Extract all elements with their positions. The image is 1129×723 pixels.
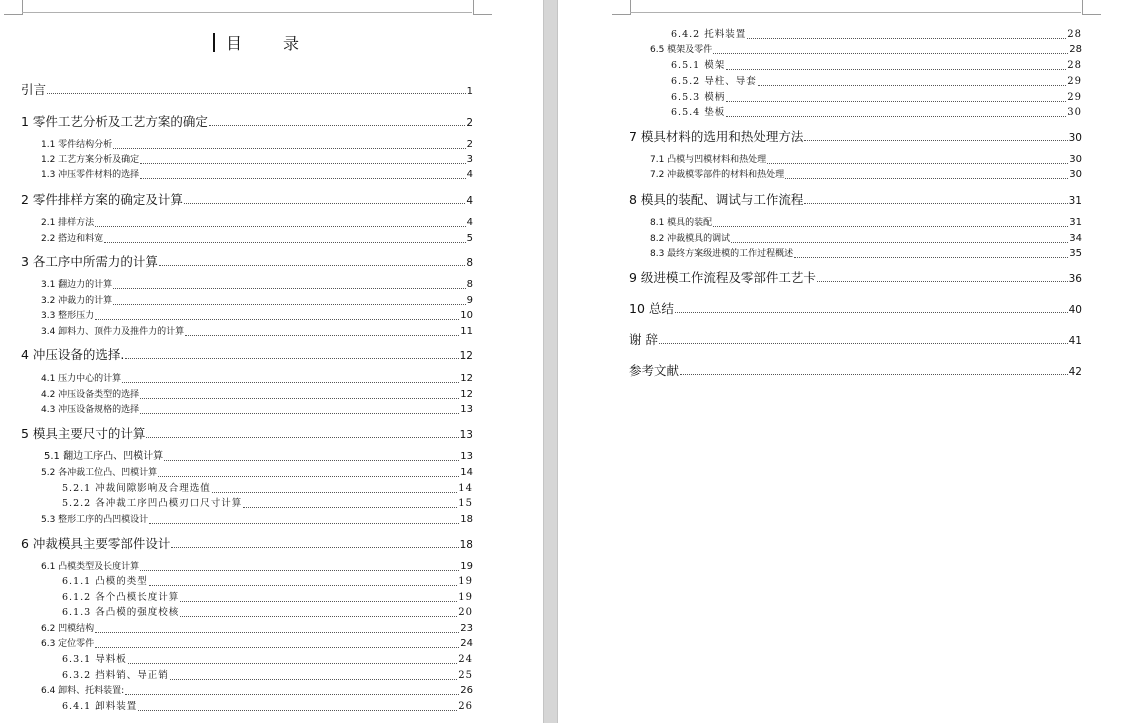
dot-leader — [140, 164, 465, 179]
toc-entry[interactable] — [629, 332, 1082, 347]
toc-entry-page: 25 — [458, 670, 473, 681]
toc-entry-page: 10 — [460, 310, 473, 321]
header-margin-line — [22, 12, 472, 13]
dot-leader — [794, 243, 1068, 258]
dot-leader — [659, 329, 1068, 344]
toc-entry-page: 4 — [466, 169, 473, 180]
toc-entry-label: 4.3 冲压设备规格的选择 — [41, 405, 140, 415]
toc-entry-page: 12 — [459, 350, 473, 362]
toc-entry[interactable] — [650, 246, 1082, 261]
toc-entry-label: 5.2.2 各冲裁工序凹凸模刃口尺寸计算 — [62, 498, 243, 509]
dot-leader — [726, 102, 1066, 117]
toc-entry-page: 29 — [1067, 92, 1082, 103]
header-margin-line — [630, 12, 1081, 13]
dot-leader — [159, 251, 465, 266]
toc-entry-label: 1.3 冲压零件材料的选择 — [41, 170, 140, 180]
dot-leader — [170, 665, 458, 680]
toc-entry-label: 10 总结 — [629, 301, 674, 316]
dot-leader — [758, 71, 1067, 86]
toc-entry[interactable] — [21, 254, 473, 269]
dot-leader — [713, 212, 1068, 227]
dot-leader — [95, 305, 459, 320]
dot-leader — [726, 87, 1066, 102]
toc-entry-label: 3.1 翻边力的计算 — [41, 280, 113, 290]
toc-entry-page: 13 — [460, 451, 473, 462]
toc-entry-page: 30 — [1069, 154, 1082, 165]
toc-entry-label: 8.1 模具的装配 — [650, 218, 713, 228]
toc-entry-label: 6 冲裁模具主要零部件设计 — [21, 536, 171, 551]
toc-entry-page: 4 — [466, 217, 473, 228]
dot-leader — [104, 228, 465, 243]
toc-entry[interactable] — [629, 270, 1082, 285]
dot-leader — [185, 321, 459, 336]
toc-entry[interactable] — [41, 167, 473, 182]
toc-entry[interactable] — [21, 426, 473, 441]
toc-entry-label: 2 零件排样方案的确定及计算 — [21, 192, 183, 207]
dot-leader — [171, 533, 458, 548]
dot-leader — [113, 274, 465, 289]
toc-entry-label: 7.1 凸模与凹模材料和热处理 — [650, 155, 767, 165]
toc-entry[interactable] — [671, 105, 1082, 120]
dot-leader — [146, 423, 458, 438]
toc-entry-page: 1 — [466, 86, 473, 97]
toc-entry-page: 28 — [1067, 60, 1082, 71]
dot-leader — [817, 267, 1068, 282]
toc-entry-label: 7 模具材料的选用和热处理方法 — [629, 129, 804, 144]
dot-leader — [128, 649, 458, 664]
toc-entry-page: 12 — [460, 373, 473, 384]
toc-entry-label: 8.3 最终方案级进模的工作过程概述 — [650, 249, 794, 259]
dot-leader — [243, 493, 457, 508]
toc-entry-page: 15 — [458, 498, 473, 509]
toc-entry-page: 19 — [458, 592, 473, 603]
toc-entry-label: 5 模具主要尺寸的计算 — [21, 426, 146, 441]
toc-entry-label: 5.1 翻边工序凸、凹模计算 — [44, 451, 164, 462]
toc-entry[interactable] — [21, 347, 473, 362]
dot-leader — [95, 633, 459, 648]
toc-entry-label: 3.2 冲裁力的计算 — [41, 296, 113, 306]
dot-leader — [122, 368, 459, 383]
page-gap — [543, 0, 558, 723]
toc-entry[interactable] — [629, 363, 1082, 378]
toc-entry-label: 4.1 压力中心的计算 — [41, 374, 122, 384]
toc-entry-page: 30 — [1068, 132, 1082, 144]
toc-entry-page: 34 — [1069, 233, 1082, 244]
toc-entry-label: 6.1.1 凸模的类型 — [62, 576, 148, 587]
toc-entry-page: 19 — [458, 576, 473, 587]
page-corner-mark — [1082, 0, 1101, 15]
toc-entry-label: 1.1 零件结构分析 — [41, 140, 113, 150]
toc-entry[interactable] — [41, 402, 473, 417]
toc-entry-label: 6.3 定位零件 — [41, 639, 95, 649]
dot-leader — [212, 478, 458, 493]
toc-entry-label: 谢 辞 — [629, 332, 658, 347]
toc-entry-label: 6.1 凸模类型及长度计算 — [41, 562, 140, 572]
toc-entry-page: 13 — [460, 404, 473, 415]
dot-leader — [113, 290, 465, 305]
toc-entry-page: 30 — [1069, 169, 1082, 180]
toc-entry-page: 13 — [459, 429, 473, 441]
toc-entry-page: 30 — [1067, 107, 1082, 118]
dot-leader — [785, 164, 1068, 179]
toc-entry-page: 40 — [1068, 304, 1082, 316]
toc-entry[interactable] — [41, 324, 473, 339]
dot-leader — [95, 212, 465, 227]
dot-leader — [95, 618, 459, 633]
dot-leader — [731, 228, 1068, 243]
dot-leader — [158, 462, 459, 477]
toc-entry-label: 6.3.1 导料板 — [62, 654, 127, 665]
toc-entry-page: 26 — [460, 685, 473, 696]
toc-entry[interactable] — [41, 512, 473, 527]
toc-entry-label: 5.2 各冲裁工位凸、凹模计算 — [41, 468, 158, 478]
toc-title: 目 录 — [225, 34, 318, 53]
toc-entry-label: 6.5.1 模架 — [671, 60, 726, 71]
toc-entry-label: 1.2 工艺方案分析及确定 — [41, 155, 140, 165]
toc-entry-label: 6.1.2 各个凸模长度计算 — [62, 592, 180, 603]
toc-entry-label: 6.5.3 模柄 — [671, 92, 726, 103]
toc-entry-page: 2 — [466, 139, 473, 150]
toc-entry-label: 6.4.1 卸料装置 — [62, 701, 138, 712]
toc-entry-page: 31 — [1069, 217, 1082, 228]
toc-entry-label: 8 模具的装配、调试与工作流程 — [629, 192, 804, 207]
toc-entry[interactable] — [21, 192, 473, 207]
toc-entry[interactable] — [21, 82, 473, 97]
toc-entry-label: 4.2 冲压设备类型的选择 — [41, 390, 140, 400]
dot-leader — [140, 556, 459, 571]
dot-leader — [140, 384, 459, 399]
toc-entry-page: 4 — [466, 195, 473, 207]
toc-entry-label: 引言 — [21, 82, 47, 97]
toc-entry[interactable] — [41, 231, 473, 246]
toc-entry-label: 9 级进模工作流程及零部件工艺卡 — [629, 270, 816, 285]
toc-entry-page: 41 — [1068, 335, 1082, 347]
toc-entry-label: 1 零件工艺分析及工艺方案的确定 — [21, 114, 208, 129]
toc-entry-page: 14 — [460, 467, 473, 478]
toc-entry-page: 26 — [458, 701, 473, 712]
toc-entry-label: 6.2 凹模结构 — [41, 624, 95, 634]
toc-entry-page: 23 — [460, 623, 473, 634]
toc-entry-label: 6.5.4 垫板 — [671, 107, 726, 118]
toc-entry-label: 2.1 排样方法 — [41, 218, 95, 228]
dot-leader — [804, 126, 1067, 141]
dot-leader — [125, 344, 458, 359]
toc-entry-page: 36 — [1068, 273, 1082, 285]
toc-entry[interactable] — [629, 301, 1082, 316]
dot-leader — [767, 149, 1068, 164]
toc-entry-label: 6.4 卸料、托料装置: — [41, 686, 125, 696]
toc-entry-label: 2.2 搭边和料宽 — [41, 234, 104, 244]
toc-entry-page: 24 — [458, 654, 473, 665]
dot-leader — [680, 360, 1068, 375]
toc-entry-label: 参考文献 — [629, 363, 680, 378]
toc-entry-label: 6.1.3 各凸模的强度校核 — [62, 607, 180, 618]
toc-entry-page: 11 — [460, 326, 473, 337]
page-corner-mark — [473, 0, 492, 15]
dot-leader — [140, 149, 465, 164]
toc-entry-page: 8 — [466, 279, 473, 290]
dot-leader — [149, 571, 458, 586]
dot-leader — [149, 509, 459, 524]
toc-entry-page: 14 — [458, 483, 473, 494]
dot-leader — [180, 602, 457, 617]
toc-entry-page: 18 — [459, 539, 473, 551]
toc-entry-page: 12 — [460, 389, 473, 400]
toc-entry-label: 4 冲压设备的选择. — [21, 347, 125, 362]
toc-entry-label: 6.4.2 托料装置 — [671, 29, 747, 40]
dot-leader — [804, 189, 1067, 204]
toc-entry-page: 3 — [466, 154, 473, 165]
dot-leader — [726, 55, 1066, 70]
dot-leader — [184, 189, 465, 204]
toc-entry-label: 8.2 冲裁模具的调试 — [650, 234, 731, 244]
dot-leader — [47, 79, 466, 94]
toc-entry-label: 3 各工序中所需力的计算 — [21, 254, 158, 269]
dot-leader — [209, 111, 465, 126]
toc-entry-label: 6.5.2 导柱、导套 — [671, 76, 757, 87]
dot-leader — [138, 696, 457, 711]
page-corner-mark — [612, 0, 631, 15]
toc-entry-page: 9 — [466, 295, 473, 306]
toc-entry-page: 28 — [1067, 29, 1082, 40]
dot-leader — [747, 24, 1066, 39]
toc-entry-label: 6.3.2 挡料销、导正销 — [62, 670, 169, 681]
toc-entry[interactable] — [21, 114, 473, 129]
dot-leader — [140, 399, 459, 414]
toc-entry-label: 7.2 冲裁模零部件的材料和热处理 — [650, 170, 785, 180]
toc-entry-page: 28 — [1069, 44, 1082, 55]
dot-leader — [713, 39, 1068, 54]
toc-entry[interactable] — [650, 167, 1082, 182]
toc-entry-page: 42 — [1068, 366, 1082, 378]
toc-entry[interactable] — [21, 536, 473, 551]
dot-leader — [113, 134, 465, 149]
dot-leader — [164, 446, 459, 461]
toc-entry-page: 8 — [466, 257, 473, 269]
toc-entry-page: 24 — [460, 638, 473, 649]
toc-entry[interactable] — [62, 699, 473, 714]
toc-entry-page: 18 — [460, 514, 473, 525]
toc-entry-page: 31 — [1068, 195, 1082, 207]
toc-entry-page: 19 — [460, 561, 473, 572]
toc-entry-page: 20 — [458, 607, 473, 618]
toc-entry-page: 5 — [466, 233, 473, 244]
toc-entry[interactable] — [629, 129, 1082, 144]
toc-entry-label: 5.2.1 冲裁间隙影响及合理选值 — [62, 483, 211, 494]
document-page-right — [558, 0, 1129, 723]
toc-entry-page: 35 — [1069, 248, 1082, 259]
dot-leader — [675, 298, 1068, 313]
toc-entry-page: 2 — [466, 117, 473, 129]
toc-entry[interactable] — [629, 192, 1082, 207]
page-corner-mark — [4, 0, 23, 15]
document-page-left — [0, 0, 543, 723]
dot-leader — [180, 587, 457, 602]
toc-entry-label: 5.3 整形工序的凸凹模设计 — [41, 515, 149, 525]
toc-entry-page: 29 — [1067, 76, 1082, 87]
toc-entry-label: 3.3 整形压力 — [41, 311, 95, 321]
toc-entry-label: 6.5 模架及零件 — [650, 45, 713, 55]
dot-leader — [125, 680, 459, 695]
text-cursor — [213, 33, 215, 52]
toc-entry-label: 3.4 卸料力、顶件力及推件力的计算 — [41, 327, 185, 337]
